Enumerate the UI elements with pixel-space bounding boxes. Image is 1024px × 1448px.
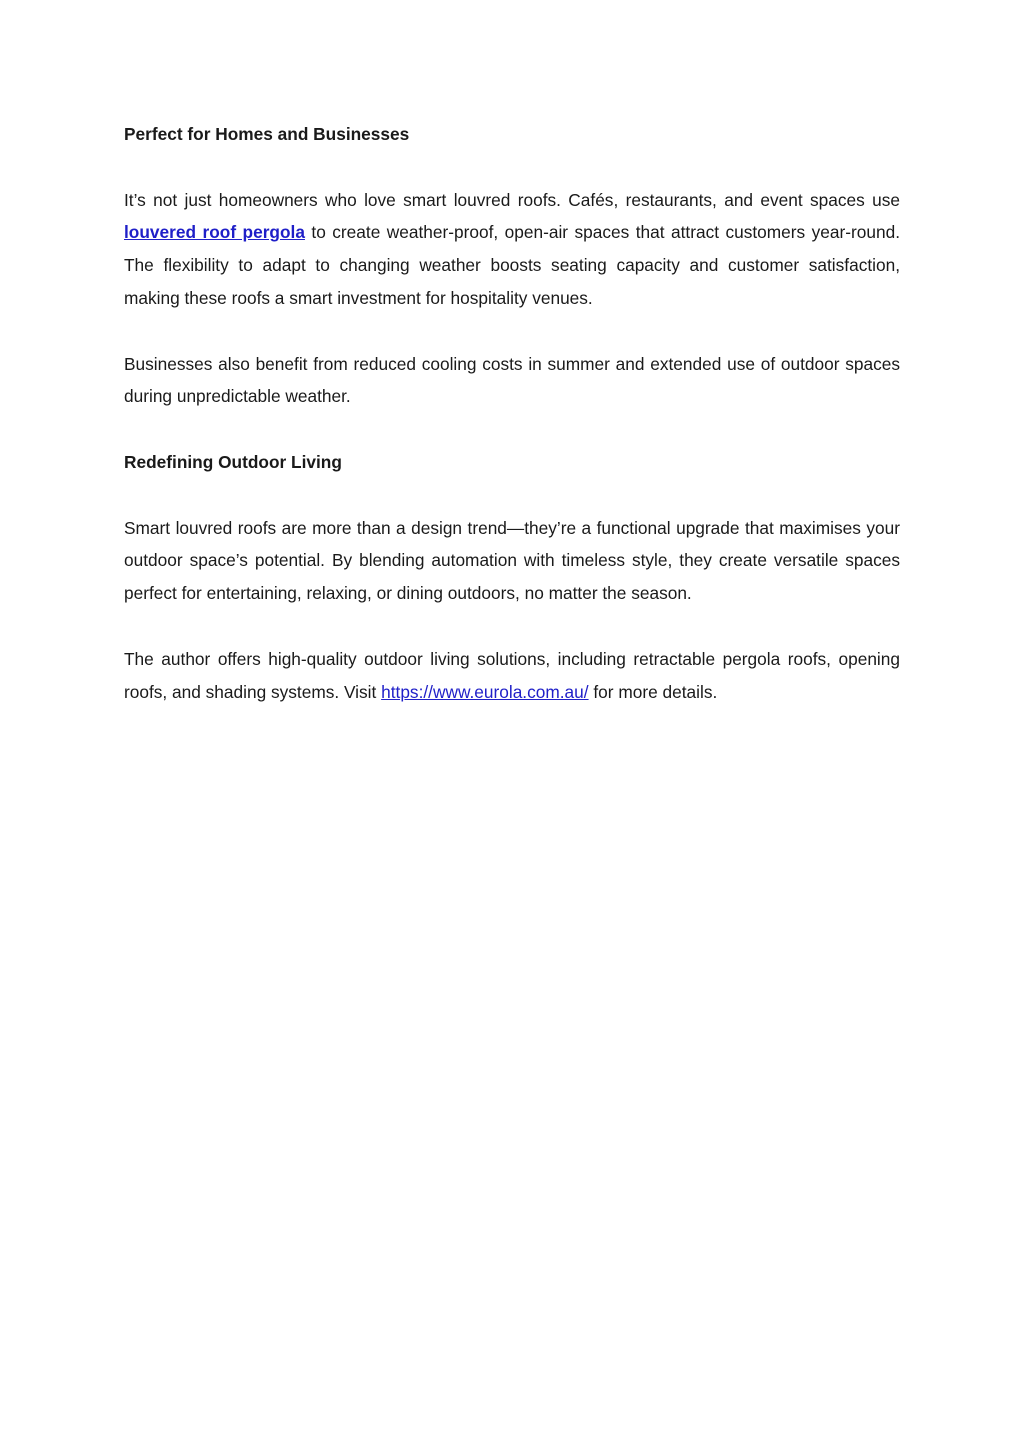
paragraph-text: The author offers high-quality outdoor living solutions, including retractable pergola roofs, opening roofs, and shading systems. Visit bbox=[124, 648, 900, 702]
section-heading-outdoor-living: Redefining Outdoor Living bbox=[124, 451, 342, 472]
paragraph-smart-louvred: Smart louvred roofs are more than a design trend—they’re a functional upgrade that maximises your outdoor space’s potential. By blending automation with timeless style, they create versatile spaces perfect for entertaining, relaxing, or dining outdoors, no matter the season. bbox=[124, 517, 900, 604]
louvered-roof-pergola-link[interactable]: louvered roof pergola bbox=[124, 222, 305, 243]
paragraph-text: It’s not just homeowners who love smart louvred roofs. Cafés, restaurants, and event spaces use bbox=[124, 189, 900, 210]
paragraph-author bbox=[124, 643, 900, 709]
paragraph-homeowners bbox=[124, 184, 900, 315]
eurola-website-link[interactable]: https://www.eurola.com.au/ bbox=[381, 681, 589, 702]
document-body bbox=[124, 118, 900, 741]
paragraph-text: for more details. bbox=[588, 681, 718, 702]
section-heading-homes-businesses: Perfect for Homes and Businesses bbox=[124, 124, 410, 144]
paragraph-text: to create weather-proof, open-air spaces that attract customers year-round. The flexibility to adapt to changing weather boosts seating capacity and customer satisfaction, making these roofs a smart investment for hospitality venues. bbox=[124, 222, 900, 308]
paragraph-businesses-benefit: Businesses also benefit from reduced cooling costs in summer and extended use of outdoor spaces during unpredictable weather. bbox=[124, 353, 900, 407]
